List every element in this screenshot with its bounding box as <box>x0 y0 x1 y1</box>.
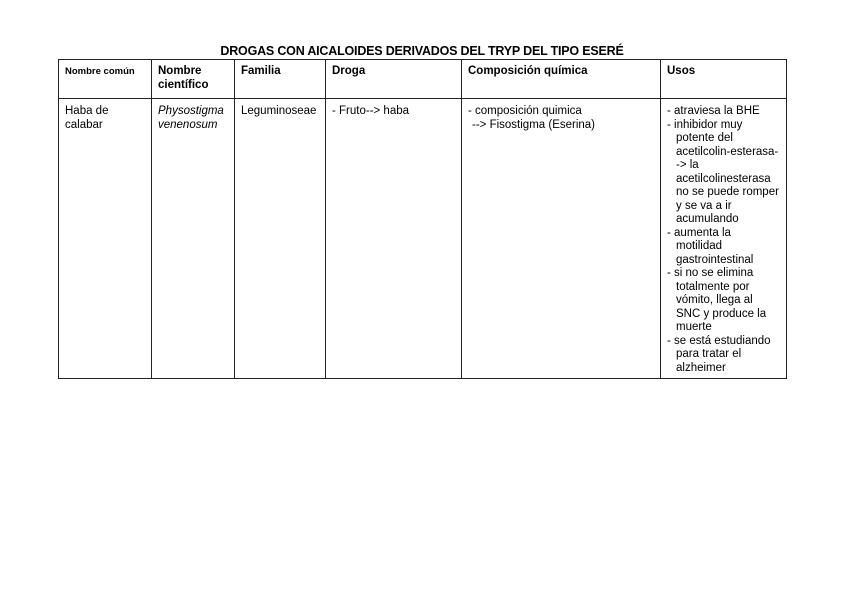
cell-nombre-cientifico: Physostigma venenosum <box>152 99 235 379</box>
composicion-line: - composición quimica <box>468 105 582 117</box>
header-nombre-cientifico: Nombre científico <box>152 60 235 99</box>
usos-item: - aumenta la motilidad gastrointestinal <box>667 226 754 266</box>
usos-list <box>667 105 780 375</box>
header-familia: Familia <box>235 60 326 99</box>
table-row <box>59 99 787 379</box>
table-header-row <box>59 60 787 99</box>
usos-item: - inhibidor muy potente del acetilcolin-esterasa--> la acetilcolinesterasa no se puede romper y se va a ir acumulando <box>667 118 779 225</box>
drug-table <box>58 59 787 379</box>
header-nombre-comun: Nombre común <box>59 60 152 99</box>
header-usos: Usos <box>661 60 787 99</box>
cell-familia: Leguminoseae <box>235 99 326 379</box>
header-composicion-quimica: Composición química <box>462 60 661 99</box>
composicion-line: --> Fisostigma (Eserina) <box>472 118 596 131</box>
cell-usos <box>661 99 787 379</box>
cell-composicion-quimica <box>462 99 661 379</box>
usos-item: - atraviesa la BHE <box>667 105 760 117</box>
document-title: DROGAS CON AICALOIDES DERIVADOS DEL TRYP DEL TIPO ESERÉ <box>220 44 624 58</box>
usos-item: - se está estudiando para tratar el alzheimer <box>667 334 771 374</box>
header-droga: Droga <box>326 60 462 99</box>
usos-item: - si no se elimina totalmente por vómito, llega al SNC y produce la muerte <box>667 267 767 333</box>
cell-droga: - Fruto--> haba <box>326 99 462 379</box>
cell-nombre-comun: Haba de calabar <box>59 99 152 379</box>
